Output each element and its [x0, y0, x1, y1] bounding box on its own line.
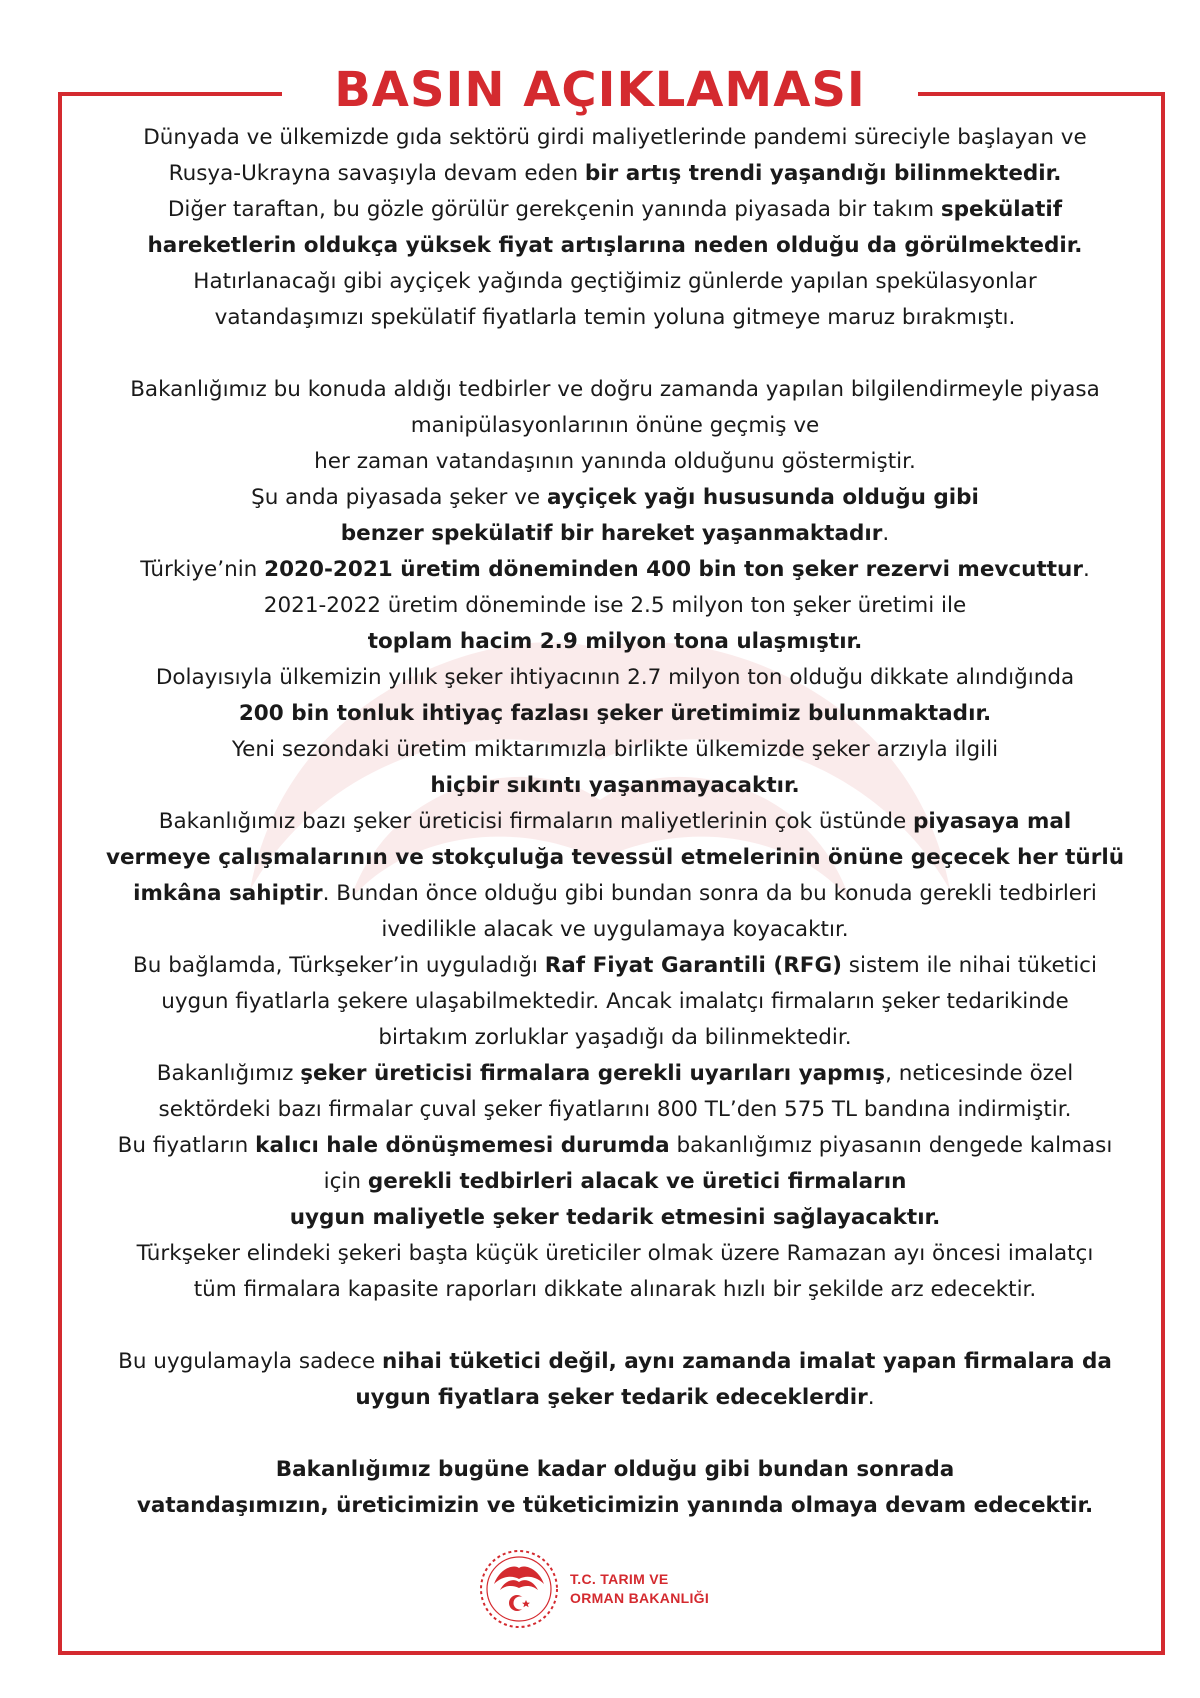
bold-text-segment: Raf Fiyat Garantili (RFG) [544, 953, 842, 978]
paragraph-gap [100, 336, 1130, 372]
text-segment: Türkiye’nin [140, 557, 265, 582]
text-line [100, 876, 1130, 912]
bold-text-segment: vermeye çalışmalarının ve stokçuluğa tevessül etmelerinin önüne geçecek her türlü [105, 845, 1125, 870]
text-segment: sistem ile nihai tüketici [841, 953, 1097, 978]
text-line [100, 660, 1130, 696]
text-line [100, 1380, 1130, 1416]
text-segment: Yeni sezondaki üretim miktarımızla birlikte ülkemizde şeker arzıyla ilgili [231, 737, 999, 762]
bold-text-segment: piyasaya mal [913, 809, 1072, 834]
text-line [100, 120, 1130, 156]
bold-text-segment: hiçbir sıkıntı yaşanmayacaktır. [430, 773, 800, 798]
bold-text-segment: uygun fiyatlara şeker tedarik edeceklerdir [355, 1385, 868, 1410]
page-title: BASIN AÇIKLAMASI [282, 58, 918, 122]
ministry-name-line1: T.C. TARIM VE [570, 1571, 669, 1587]
bold-text-segment: bir artış trendi yaşandığı bilinmektedir. [584, 161, 1062, 186]
text-line [100, 1128, 1130, 1164]
text-line [100, 948, 1130, 984]
text-line [100, 1056, 1130, 1092]
text-segment: Rusya-Ukrayna savaşıyla devam eden [168, 161, 585, 186]
title-area [0, 58, 1200, 122]
text-segment: uygun fiyatlarla şekere ulaşabilmektedir. Ancak imalatçı firmaların şeker tedarikinde [161, 989, 1069, 1014]
bold-text-segment: 2020-2021 üretim döneminden 400 bin ton şeker rezervi mevcuttur [264, 557, 1083, 582]
text-line [100, 1452, 1130, 1488]
text-segment: manipülasyonlarının önüne geçmiş ve [410, 413, 820, 438]
text-segment: Bu uygulamayla sadece [118, 1349, 383, 1374]
text-segment: tüm firmalara kapasite raporları dikkate alınarak hızlı bir şekilde arz edecektir. [193, 1277, 1037, 1302]
text-line [100, 624, 1130, 660]
text-line [100, 768, 1130, 804]
text-line [100, 480, 1130, 516]
bold-text-segment: nihai tüketici değil, aynı zamanda imalat yapan firmalara da [382, 1349, 1112, 1374]
ministry-logo [478, 1548, 758, 1632]
bold-text-segment: gerekli tedbirleri alacak ve üretici firmaların [367, 1169, 907, 1194]
bold-text-segment: imkâna sahiptir [133, 881, 323, 906]
text-line [100, 1488, 1130, 1524]
bold-text-segment: spekülatif [940, 197, 1063, 222]
text-segment: Diğer taraftan, bu gözle görülür gerekçenin yanında piyasada bir takım [167, 197, 941, 222]
text-segment: Bu fiyatların [117, 1133, 256, 1158]
text-line [100, 1272, 1130, 1308]
text-line [100, 156, 1130, 192]
text-segment: . [867, 1385, 875, 1410]
text-segment: . [882, 521, 890, 546]
bold-text-segment: Bakanlığımız bugüne kadar olduğu gibi bundan sonrada [275, 1457, 955, 1482]
bold-text-segment: hareketlerin oldukça yüksek fiyat artışlarına neden olduğu da görülmektedir. [147, 233, 1083, 258]
text-segment: Bu bağlamda, Türkşeker’in uyguladığı [133, 953, 545, 978]
text-line [100, 1236, 1130, 1272]
bold-text-segment: toplam hacim 2.9 milyon tona ulaşmıştır. [367, 629, 863, 654]
text-segment: her zaman vatandaşının yanında olduğunu göstermiştir. [314, 449, 916, 474]
text-segment: Dolayısıyla ülkemizin yıllık şeker ihtiyacının 2.7 milyon ton olduğu dikkate alındığında [155, 665, 1075, 690]
text-line [100, 228, 1130, 264]
text-segment: Hatırlanacağı gibi ayçiçek yağında geçtiğimiz günlerde yapılan spekülasyonlar [193, 269, 1037, 294]
press-release-body [100, 120, 1130, 1524]
ministry-name-line2: ORMAN BAKANLIĞI [570, 1590, 710, 1606]
text-segment: Bakanlığımız [156, 1061, 301, 1086]
text-line [100, 1020, 1130, 1056]
bold-text-segment: şeker üreticisi firmalara gerekli uyarıları yapmış [300, 1061, 886, 1086]
text-segment: bakanlığımız piyasanın dengede kalması [669, 1133, 1113, 1158]
bold-text-segment: 200 bin tonluk ihtiyaç fazlası şeker üretimimiz bulunmaktadır. [238, 701, 992, 726]
text-line [100, 696, 1130, 732]
text-line [100, 552, 1130, 588]
text-line [100, 984, 1130, 1020]
bold-text-segment: benzer spekülatif bir hareket yaşanmaktadır [340, 521, 883, 546]
text-segment: . [1082, 557, 1090, 582]
text-segment: Türkşeker elindeki şekeri başta küçük üreticiler olmak üzere Ramazan ayı öncesi imalatçı [136, 1241, 1094, 1266]
text-segment: sektördeki bazı firmalar çuval şeker fiyatlarını 800 TL’den 575 TL bandına indirmiştir. [158, 1097, 1072, 1122]
text-segment: vatandaşımızı spekülatif fiyatlarla temin yoluna gitmeye maruz bırakmıştı. [214, 305, 1016, 330]
text-line [100, 804, 1130, 840]
bold-text-segment: uygun maliyetle şeker tedarik etmesini sağlayacaktır. [289, 1205, 941, 1230]
text-line [100, 912, 1130, 948]
text-line [100, 1200, 1130, 1236]
text-line [100, 588, 1130, 624]
text-segment: birtakım zorluklar yaşadığı da bilinmektedir. [378, 1025, 852, 1050]
text-line [100, 1164, 1130, 1200]
text-segment: Dünyada ve ülkemizde gıda sektörü girdi maliyetlerinde pandemi süreciyle başlayan ve [143, 125, 1087, 150]
text-line [100, 372, 1130, 408]
text-segment: , neticesinde özel [885, 1061, 1074, 1086]
text-segment: için [323, 1169, 368, 1194]
text-line [100, 732, 1130, 768]
paragraph-gap [100, 1308, 1130, 1344]
text-line [100, 408, 1130, 444]
text-segment: Bakanlığımız bazı şeker üreticisi firmaların maliyetlerinin çok üstünde [158, 809, 914, 834]
text-segment: 2021-2022 üretim döneminde ise 2.5 milyon ton şeker üretimi ile [263, 593, 967, 618]
text-segment: Şu anda piyasada şeker ve [251, 485, 547, 510]
text-line [100, 192, 1130, 228]
bold-text-segment: vatandaşımızın, üreticimizin ve tüketicimizin yanında olmaya devam edecektir. [136, 1493, 1094, 1518]
text-line [100, 516, 1130, 552]
ministry-name [570, 1570, 709, 1608]
text-line [100, 300, 1130, 336]
text-segment: ivedilikle alacak ve uygulamaya koyacaktır. [381, 917, 849, 942]
text-line [100, 1344, 1130, 1380]
bold-text-segment: kalıcı hale dönüşmemesi durumda [255, 1133, 670, 1158]
text-line [100, 264, 1130, 300]
text-line [100, 444, 1130, 480]
text-line [100, 840, 1130, 876]
text-segment: . Bundan önce olduğu gibi bundan sonra da bu konuda gerekli tedbirleri [322, 881, 1097, 906]
text-line [100, 1092, 1130, 1128]
paragraph-gap [100, 1416, 1130, 1452]
bold-text-segment: ayçiçek yağı hususunda olduğu gibi [547, 485, 979, 510]
text-segment: Bakanlığımız bu konuda aldığı tedbirler ve doğru zamanda yapılan bilgilendirmeyle piyasa [130, 377, 1100, 402]
ministry-emblem-icon [478, 1548, 560, 1630]
